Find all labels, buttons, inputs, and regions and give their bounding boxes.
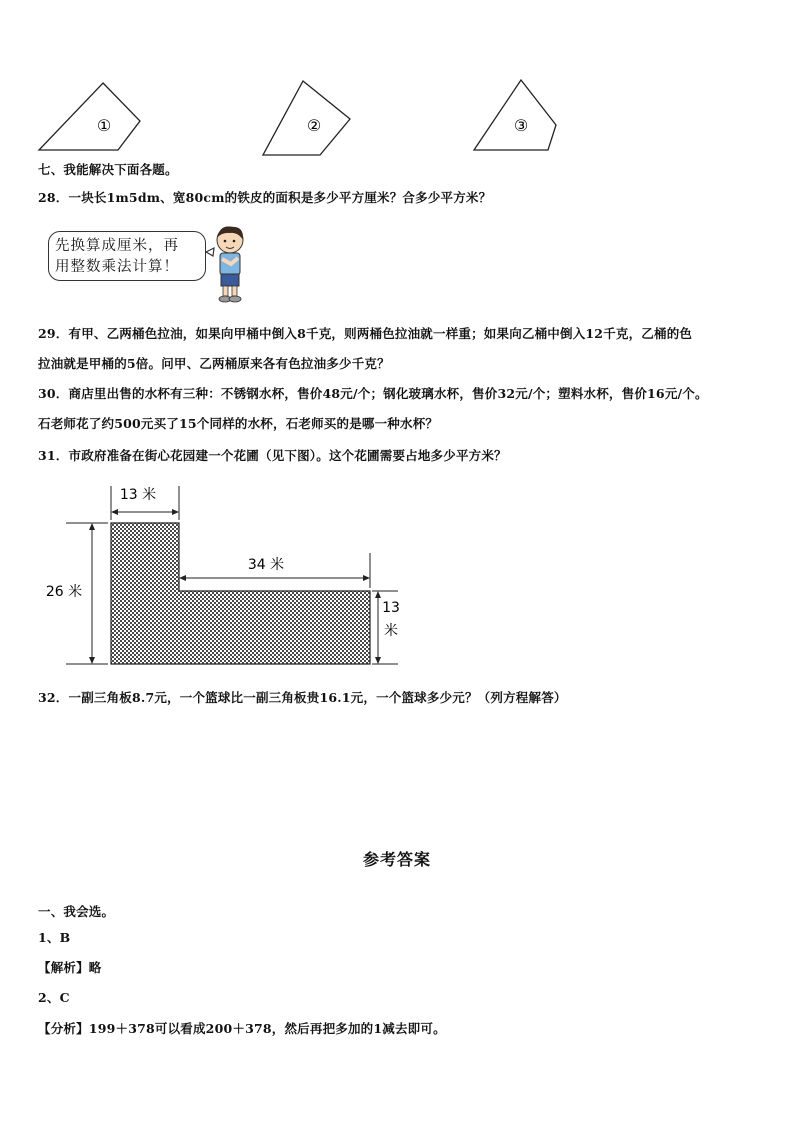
hint-line-2: 用整数乘法计算！ xyxy=(55,259,179,275)
question-28: 28．一块长1m5dm、宽80cm的铁皮的面积是多少平方厘米？合多少平方米？ xyxy=(38,190,492,205)
hint-bubble xyxy=(48,231,206,281)
right-height-number: 13 xyxy=(382,600,400,616)
answers-title: 参考答案 xyxy=(362,850,431,869)
question-31: 31．市政府准备在街心花园建一个花圃（见下图）。这个花圃需要占地多少平方米？ xyxy=(38,448,507,463)
question-29-line-2: 拉油就是甲桶的5倍。问甲、乙两桶原来各有色拉油多少千克？ xyxy=(38,356,390,371)
answer-2-note: 【分析】199＋378可以看成200＋378，然后再把多加的1减去即可。 xyxy=(38,1021,446,1036)
answer-section-1: 一、我会选。 xyxy=(38,904,115,919)
question-29-line-1: 29．有甲、乙两桶色拉油，如果向甲桶中倒入8千克，则两桶色拉油就一样重；如果向乙桶中倒入12千克，乙桶的色 xyxy=(38,326,693,341)
garden-figure xyxy=(0,476,794,676)
left-height-label: 26 米 xyxy=(45,584,83,600)
answer-2: 2、C xyxy=(38,990,70,1005)
shape-2 xyxy=(263,81,350,155)
boy-illustration xyxy=(200,224,256,306)
right-height-unit: 米 xyxy=(384,623,398,639)
shape-3-label: ③ xyxy=(513,116,529,135)
hint-line-1: 先换算成厘米，再 xyxy=(55,238,179,254)
question-32: 32．一副三角板8.7元，一个篮球比一副三角板贵16.1元，一个篮球多少元？（列方程解答） xyxy=(38,690,567,705)
top-width-label: 13 米 xyxy=(119,487,157,503)
question-30-line-1: 30．商店里出售的水杯有三种：不锈钢水杯，售价48元/个；钢化玻璃水杯，售价32元/个；塑料水杯，售价16元/个。 xyxy=(38,386,708,401)
garden-l-shape xyxy=(111,523,370,664)
answer-1: 1、B xyxy=(38,930,71,945)
question-30-line-2: 石老师花了约500元买了15个同样的水杯，石老师买的是哪一种水杯？ xyxy=(38,416,439,431)
answer-1-note: 【解析】略 xyxy=(38,960,102,975)
shape-3 xyxy=(474,80,556,150)
middle-length-label: 34 米 xyxy=(247,557,285,573)
shape-1 xyxy=(39,83,140,150)
quadrilateral-shapes xyxy=(0,0,794,165)
shape-1-label: ① xyxy=(96,116,112,135)
section-7-heading: 七、我能解决下面各题。 xyxy=(38,162,178,177)
shape-2-label: ② xyxy=(306,116,322,135)
